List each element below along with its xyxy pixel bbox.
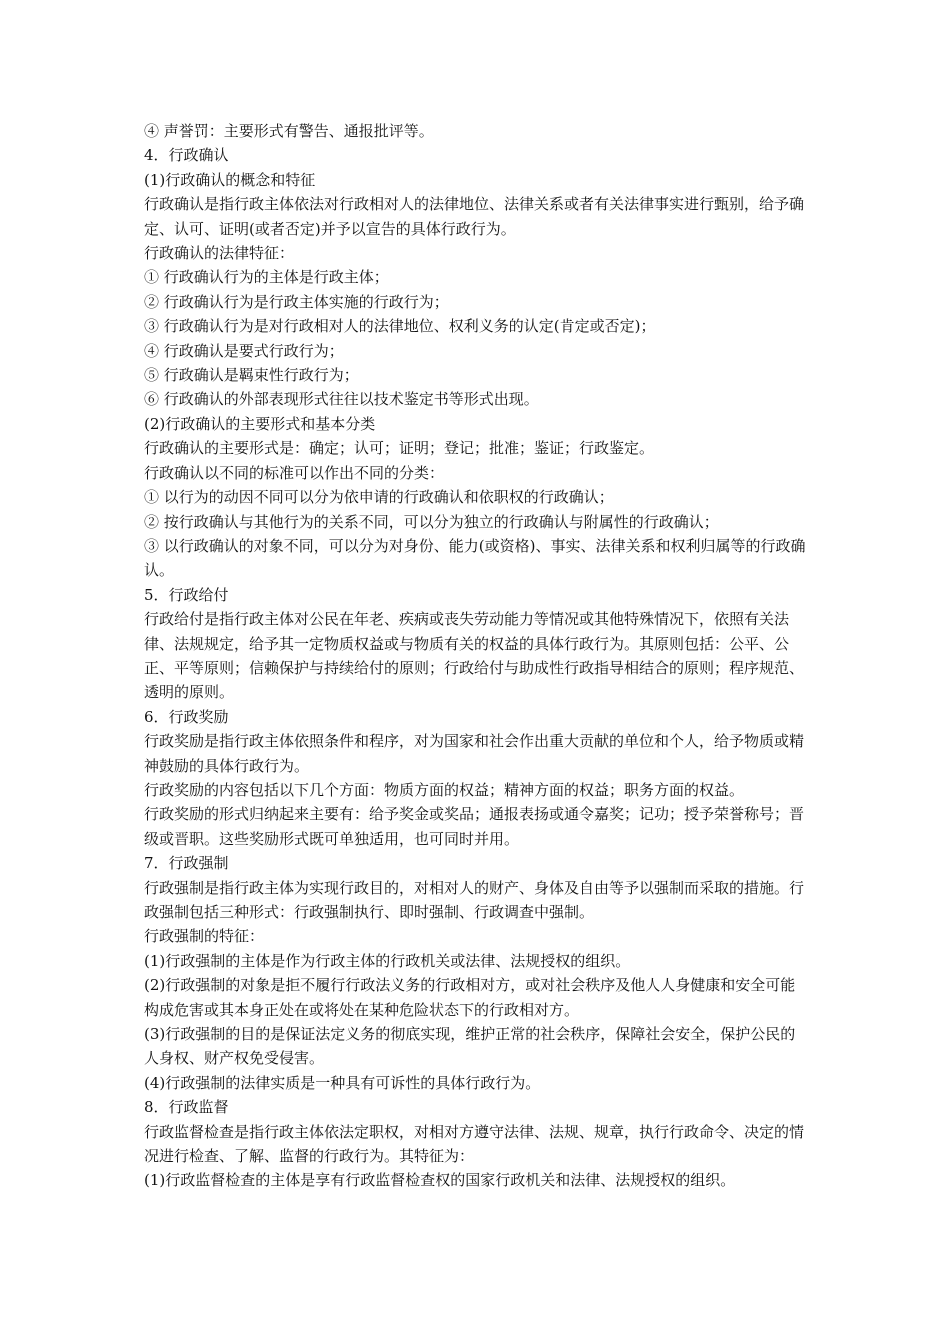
list-item-confirmation-feature-2: ② 行政确认行为是行政主体实施的行政行为； (144, 292, 449, 311)
paragraph-confirmation-features-intro: 行政确认的法律特征： (144, 244, 295, 263)
paragraph-confirmation-main-forms: 行政确认的主要形式是：确定；认可；证明；登记；批准；鉴证；行政鉴定。 (144, 439, 655, 458)
list-item-coercion-feature-1: (1)行政强制的主体是作为行政主体的行政机关或法律、法规授权的组织。 (144, 951, 631, 970)
subheading-confirmation-concept: (1)行政确认的概念和特征 (144, 170, 316, 189)
heading-administrative-reward: 6．行政奖励 (144, 707, 229, 726)
list-item-coercion-feature-4: (4)行政强制的法律实质是一种具有可诉性的具体行政行为。 (144, 1073, 541, 1092)
paragraph-supervision-definition: 行政监督检查是指行政主体依法定职权，对相对方遵守法律、法规、规章，执行行政命令、决定的情况进行检查、了解、监督的行政行为。其特征为： (144, 1122, 805, 1166)
heading-administrative-supervision: 8．行政监督 (144, 1098, 229, 1117)
paragraph-confirmation-classification-intro: 行政确认以不同的标准可以作出不同的分类： (144, 463, 445, 482)
paragraph-confirmation-definition: 行政确认是指行政主体依法对行政相对人的法律地位、法律关系或者有关法律事实进行甄别，给予确定、认可、证明(或者否定)并予以宣告的具体行政行为。 (144, 195, 805, 238)
paragraph-reward-forms: 行政奖励的形式归纳起来主要有：给予奖金或奖品；通报表扬或通令嘉奖；记功；授予荣誉称号；晋级或晋职。这些奖励形式既可单独适用，也可同时并用。 (144, 805, 805, 848)
list-item-confirmation-feature-6: ⑥ 行政确认的外部表现形式往往以技术鉴定书等形式出现。 (144, 390, 539, 409)
list-item-supervision-feature-1: (1)行政监督检查的主体是享有行政监督检查权的国家行政机关和法律、法规授权的组织。 (144, 1171, 736, 1190)
list-item-coercion-feature-3: (3)行政强制的目的是保证法定义务的彻底实现，维护正常的社会秩序，保障社会安全，保护公民的人身权、财产权免受侵害。 (144, 1025, 796, 1068)
document-body (144, 119, 810, 1193)
list-item-coercion-feature-2: (2)行政强制的对象是拒不履行行政法义务的行政相对方，或对社会秩序及他人人身健康和安全可能构成危害或其本身正处在或将处在某种危险状态下的行政相对方。 (144, 976, 796, 1019)
list-item-confirmation-feature-1: ① 行政确认行为的主体是行政主体； (144, 268, 389, 287)
paragraph-coercion-features-intro: 行政强制的特征： (144, 927, 265, 946)
list-item-confirmation-feature-5: ⑤ 行政确认是羁束性行政行为； (144, 366, 359, 385)
paragraph-reputation-penalty: ④ 声誉罚：主要形式有警告、通报批评等。 (144, 122, 434, 140)
paragraph-reward-content: 行政奖励的内容包括以下几个方面：物质方面的权益；精神方面的权益；职务方面的权益。 (144, 780, 745, 799)
paragraph-payment-definition: 行政给付是指行政主体对公民在年老、疾病或丧失劳动能力等情况或其他特殊情况下，依照有关法律、法规规定，给予其一定物质权益或与物质有关的权益的具体行政行为。其原则包括：公平、公正、平等原则；信赖保护与持续给付的原则；行政给付与助成性行政指导相结合的原则；程序规范、透明的原则。 (144, 610, 805, 702)
subheading-confirmation-forms: (2)行政确认的主要形式和基本分类 (144, 414, 376, 433)
paragraph-coercion-definition: 行政强制是指行政主体为实现行政目的，对相对人的财产、身体及自由等予以强制而采取的措施。行政强制包括三种形式：行政强制执行、即时强制、行政调查中强制。 (144, 878, 805, 921)
list-item-confirmation-feature-3: ③ 行政确认行为是对行政相对人的法律地位、权利义务的认定(肯定或否定)； (144, 317, 656, 336)
list-item-classification-1: ① 以行为的动因不同可以分为依申请的行政确认和依职权的行政确认； (144, 488, 614, 507)
list-item-classification-2: ② 按行政确认与其他行为的关系不同，可以分为独立的行政确认与附属性的行政确认； (144, 512, 719, 531)
list-item-confirmation-feature-4: ④ 行政确认是要式行政行为； (144, 341, 344, 360)
paragraph-reward-definition: 行政奖励是指行政主体依照条件和程序，对为国家和社会作出重大贡献的单位和个人，给予物质或精神鼓励的具体行政行为。 (144, 732, 805, 775)
heading-administrative-payment: 5．行政给付 (144, 585, 229, 604)
heading-administrative-confirmation: 4．行政确认 (144, 146, 229, 165)
list-item-classification-3: ③ 以行政确认的对象不同，可以分为对身份、能力(或资格)、事实、法律关系和权利归属等的行政确认。 (144, 536, 806, 580)
heading-administrative-coercion: 7．行政强制 (144, 854, 229, 873)
